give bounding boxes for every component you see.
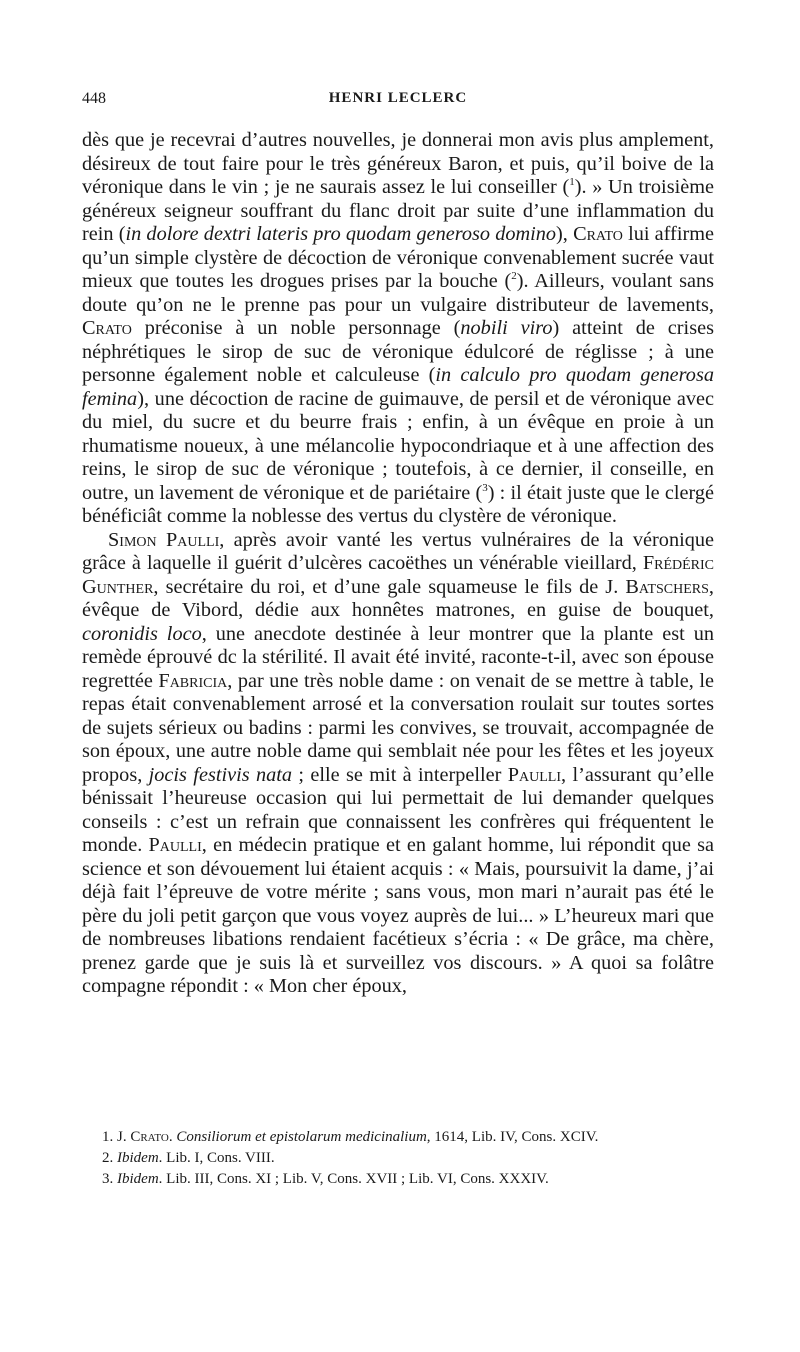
footnote-1: 1. J. Crato. Consiliorum et epistolarum medicinalium, 1614, Lib. IV, Cons. XCIV. [102,1129,599,1145]
person-name: Fabricia [158,669,228,692]
page-number: 448 [82,90,106,107]
footnote-2: 2. Ibidem. Lib. I, Cons. VIII. [102,1150,275,1166]
paragraph-2: Simon Paulli, après avoir vanté les vertus vulnéraires de la véronique grâce à laquelle il guérit d’ulcères cacoëthes un vénérable vieillard, Frédéric Gunther, secrétaire du roi, et d’une gale squameuse le fils de J. Batschers, évêque de Vibord, dédie aux honnêtes matrones, en guise de bouquet, coronidis loco, une anecdote destinée à leur montrer que la plante est un remède éprouvé dc la stérilité. Il avait été invité, raconte-t-il, avec son épouse regrettée Fabricia, par une très noble dame : on venait de se mettre à table, le repas était convenablement arrosé et la conversation roulait sur toutes sortes de sujets sérieux ou badins : parmi les convives, se trouvait, accompagnée de son époux, une autre noble dame qui semblait née pour les fêtes et les joyeux propos, jocis festivis nata ; elle se mit à interpeller Paulli, l’assurant qu’elle bénissait l’heureuse occasion qui lui permettait de lui demander quelques conseils : c’est un refrain que connaissent les confrères qui fréquentent le monde. Paulli, en médecin pratique et en galant homme, lui répondit que sa science et son dévouement lui étaient acquis : « Mais, poursuivit la dame, j’ai déjà fait l’épreuve de votre mérite ; sans vous, mon mari n’aurait pas été le père du joli petit garçon que vous voyez auprès de lui... » L’heureux mari que de nombreuses libations rendaient facétieux s’écria : « De grâce, ma chère, prenez garde que je suis là et surveillez vos discours. » A quoi sa folâtre compagne répondit : « Mon cher époux, [82,528,715,997]
footnotes [82,1127,722,1190]
latin-quote: in dolore dextri lateris pro quodam generoso domino [125,223,557,245]
page-header [82,90,714,114]
running-head: HENRI LECLERC [328,90,468,106]
body-text [82,129,714,999]
author-name: Crato [573,223,623,245]
author-name: Paulli [148,834,202,856]
author-name: Simon Paulli [108,528,220,551]
author-name: Paulli [507,763,562,786]
footnote-ref-3[interactable]: 3 [482,481,488,494]
footnote-3: 3. Ibidem. Lib. III, Cons. XI ; Lib. V, Cons. XVII ; Lib. VI, Cons. XXXIV. [102,1171,549,1187]
person-name: Batschers [625,575,709,598]
footnote-ref-1[interactable]: 1 [569,176,575,189]
latin-quote: in calculo pro quodam generosa femina [82,364,714,410]
person-name: Frédéric Gunther [82,552,714,598]
footnote-ref-2[interactable]: 2 [511,270,517,283]
latin-quote: nobili viro [460,317,553,339]
author-name: Crato [82,317,132,339]
latin-quote: coronidis loco [82,622,202,645]
latin-quote: jocis festivis nata [148,763,293,786]
paragraph-1: dès que je recevrai d’autres nouvelles, je donnerai mon avis plus amplement, désireux de tout faire pour le très généreux Baron, et puis, qu’il boive de la véronique dans le vin ; je ne saurais assez le lui conseiller ($^1$). » Un troisième généreux seigneur souffrant du flanc droit par suite d’une inflammation du rein (in dolore dextri lateris pro quodam generoso domino), Crato lui affirme qu’un simple clystère de décoction de véronique convenablement sucrée vaut mieux que toutes les drogues prises par la bouche ($^2$). Ailleurs, voulant sans doute qu’on ne le prenne pas pour un vulgaire distributeur de lavements, Crato préconise à un noble personnage (nobili viro) atteint de crises néphrétiques le sirop de suc de véronique édulcoré de réglisse ; à une personne également noble et calculeuse (in calculo pro quodam generosa femina), une décoction de racine de guimauve, de persil et de véronique avec du miel, du sucre et du beurre frais ; enfin, à un évêque en proie à un rhumatisme noueux, à une mélancolie hypocondriaque et à une affection des reins, le sirop de suc de véronique ; toutefois, à ce dernier, il conseille, en outre, un lavement de véronique et de pariétaire ($^3$) : il était juste que le clergé bénéficiât comme la noblesse des vertus du clystère de véronique. [82,129,715,527]
